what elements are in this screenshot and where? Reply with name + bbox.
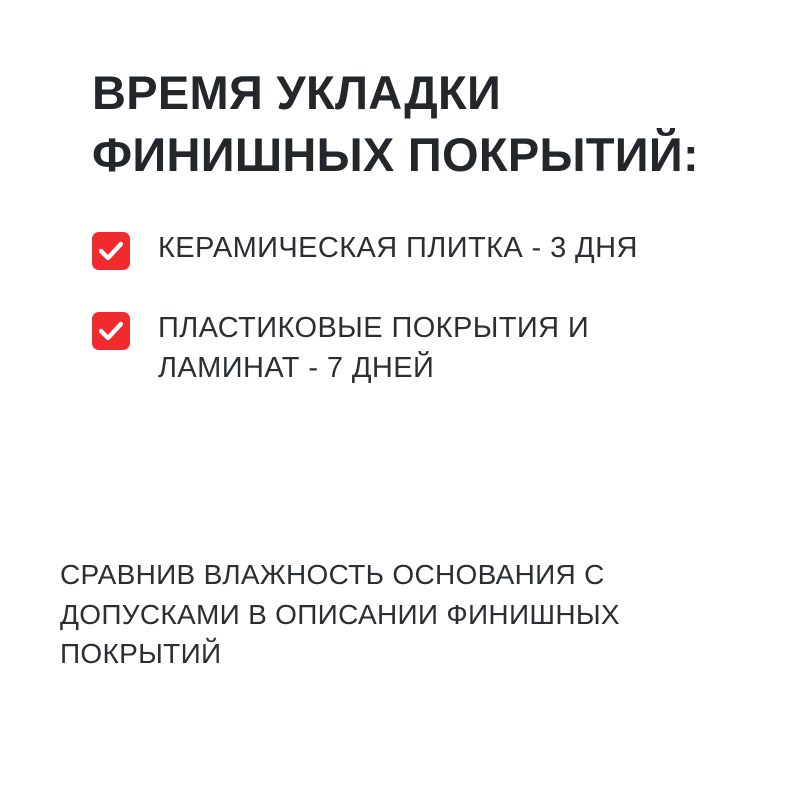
list-item-label: ПЛАСТИКОВЫЕ ПОКРЫТИЯ И ЛАМИНАТ - 7 ДНЕЙ (158, 312, 590, 385)
page-title: ВРЕМЯ УКЛАДКИ ФИНИШНЫХ ПОКРЫТИЙ: (92, 66, 699, 182)
checkbox-checked-icon (92, 312, 130, 350)
list-item-label: КЕРАМИЧЕСКАЯ ПЛИТКА - 3 ДНЯ (158, 232, 638, 265)
checklist (92, 228, 740, 388)
list-item (92, 308, 740, 388)
checkbox-checked-icon (92, 232, 130, 270)
list-item (92, 228, 740, 270)
footnote-text: СРАВНИВ ВЛАЖНОСТЬ ОСНОВАНИЯ С ДОПУСКАМИ В ОПИСАНИИ ФИНИШНЫХ ПОКРЫТИЙ (60, 558, 620, 670)
